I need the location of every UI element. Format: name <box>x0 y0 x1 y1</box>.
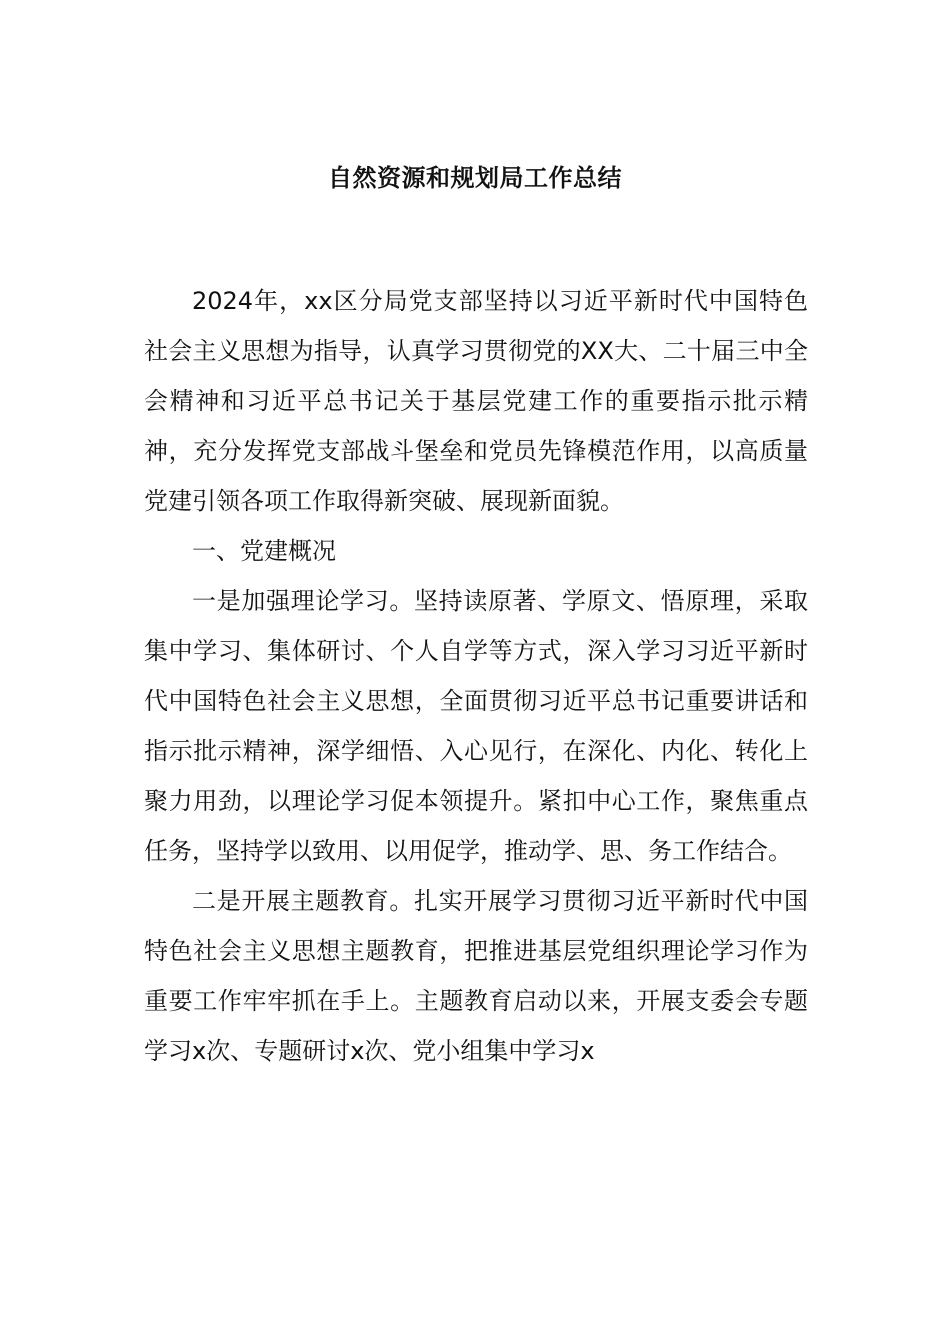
section-heading-party-overview: 一、党建概况 <box>192 537 336 565</box>
paragraph-intro: 2024年，xx区分局党支部坚持以习近平新时代中国特色社会主义思想为指导，认真学习贯彻党的XX大、二十届三中全会精神和习近平总书记关于基层党建工作的重要指示批示精神，充分发挥党支部战斗堡垒和党员先锋模范作用，以高质量党建引领各项工作取得新突破、展现新面貌。 <box>144 287 808 515</box>
document-body <box>144 276 808 1076</box>
document-title: 自然资源和规划局工作总结 <box>328 164 622 192</box>
paragraph-theory-study: 一是加强理论学习。坚持读原著、学原文、悟原理，采取集中学习、集体研讨、个人自学等方式，深入学习习近平新时代中国特色社会主义思想，全面贯彻习近平总书记重要讲话和指示批示精神，深学细悟、入心见行，在深化、内化、转化上聚力用劲，以理论学习促本领提升。紧扣中心工作，聚焦重点任务，坚持学以致用、以用促学，推动学、思、务工作结合。 <box>144 587 808 865</box>
paragraph-theme-education: 二是开展主题教育。扎实开展学习贯彻习近平新时代中国特色社会主义思想主题教育，把推进基层党组织理论学习作为重要工作牢牢抓在手上。主题教育启动以来，开展支委会专题学习x次、专题研讨x次、党小组集中学习x <box>144 887 808 1065</box>
